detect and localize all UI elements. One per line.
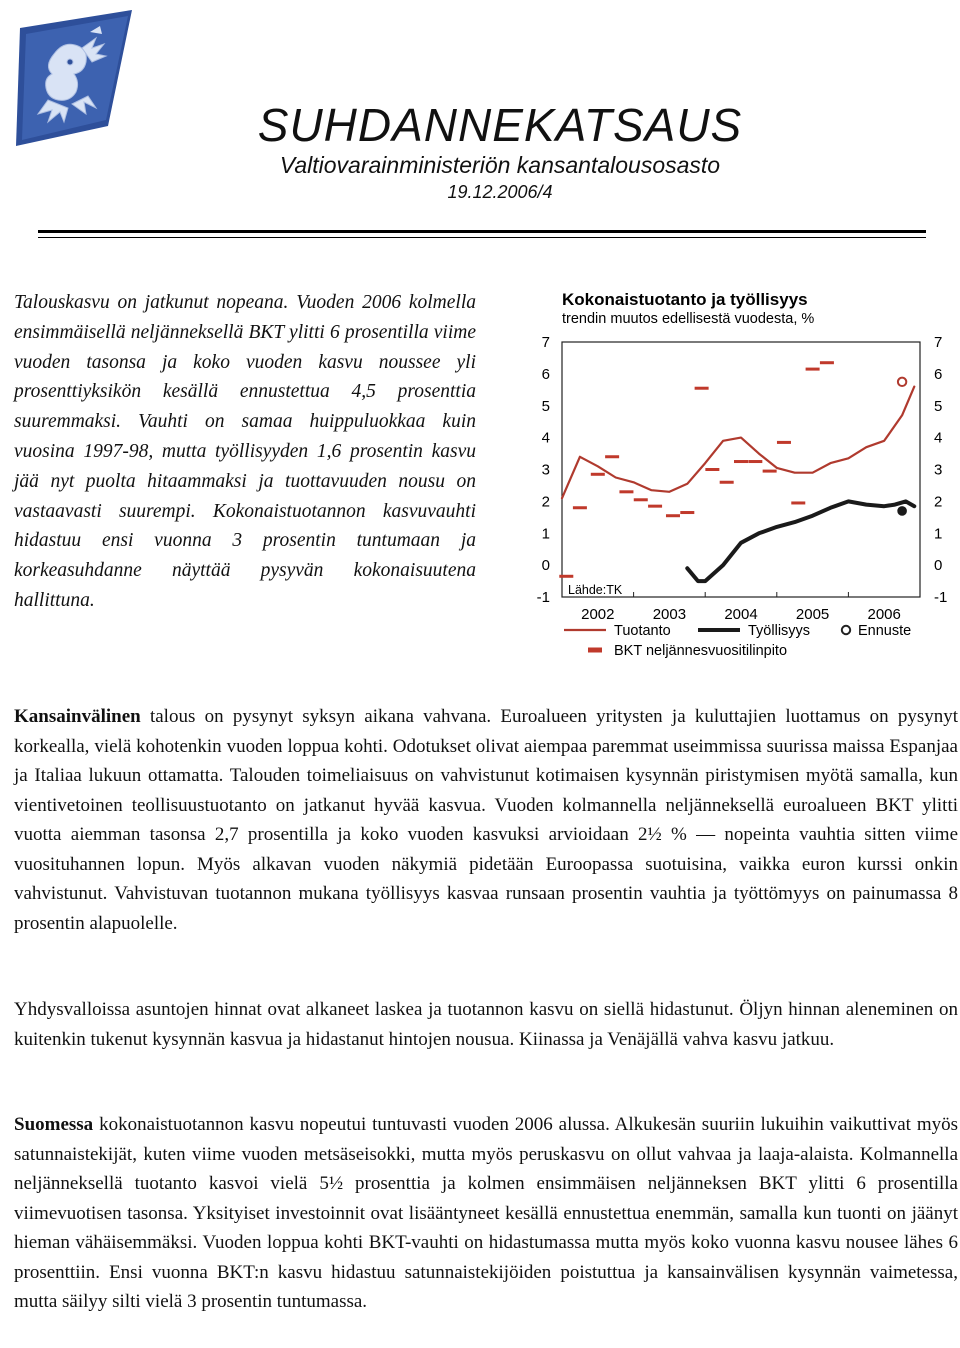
chart-source: Lähde:TK	[568, 583, 623, 597]
finland-lead: Suomessa	[14, 1114, 94, 1135]
intro-paragraph: Talouskasvu on jatkunut nopeana. Vuoden 2006 kolmella ensimmäisellä neljänneksellä BKT ylitti 6 prosentilla viime vuoden tasonsa ja koko vuoden kasvu noussee yli prosenttiyksikön kesällä ennustettua 4,5 prosenttia suuremmaksi. Vauhti on samaa huippuluokkaa kuin vuosina 1997-98, mutta työllisyyden 1,6 prosentin kasvu jää nyt puolta hitaammaksi ja tuottavuuden nousu on vastaavasti suurempi. Kokonaistuotannon kasvuvauhti hidastuu ensi vuonna 3 prosentin tuntumaan ja korkeasuhdanne näyttää pysyvän kokonaisuutena hallittuna.	[14, 292, 476, 611]
bkt-quarter-mark	[605, 455, 619, 458]
chart-subtitle: trendin muutos edellisestä vuodesta, %	[562, 311, 815, 327]
y-tick-label-left: 7	[541, 334, 550, 351]
bkt-quarter-mark	[791, 501, 805, 504]
y-tick-label-right: 3	[934, 461, 943, 479]
y-tick-label-left: 1	[541, 525, 550, 543]
legend-swatch	[588, 648, 602, 653]
bkt-quarter-mark	[695, 387, 709, 390]
bkt-quarter-mark	[777, 441, 791, 444]
series-line-tyollisyys	[687, 501, 914, 581]
y-tick-label-left: 0	[541, 557, 550, 575]
x-tick-label: 2006	[867, 606, 901, 623]
finland-text: kokonaistuotannon kasvu nopeutui tuntuvasti vuoden 2006 alussa. Alkukesän suuriin lukuihin vaikuttivat myös satunnaistekijät, kuten viime vuoden metsäseisokki, mutta myös peruskasvu on ollut vahvaa ja laaja-alaista. Kolmannella neljänneksellä tuotanto kasvoi vielä 5½ prosenttia ja kolmen ensimmäisen neljänneksen BKT ylitti 6 prosentilla viimevuotisen tasonsa. Yksityiset investoinnit ovat lisääntyneet kesällä ennustettua enemmän, samalla kun tuonti on jäänyt hieman vähäisemmäksi. Vuoden loppua kohti BKT-vauhti on hidastumassa mutta myös koko vuonna kasvu nousee lähes 6 prosenttiin. Ensi vuonna BKT:n kasvu hidastuu satunnaistekijöiden poistuttua ja kansainvälisen kysynnän vaimetessa, mutta säilyy silti vielä 3 prosentin tuntumassa.	[14, 1114, 958, 1312]
x-tick-label: 2003	[652, 606, 687, 623]
y-tick-label-right: 4	[934, 429, 943, 447]
y-tick-label-right: 2	[934, 493, 943, 511]
finland-paragraph	[14, 1110, 958, 1317]
y-tick-label-right: 6	[934, 365, 943, 383]
legend-swatch	[842, 626, 850, 634]
bkt-quarter-mark	[619, 490, 633, 493]
y-tick-label-right: 5	[934, 397, 943, 415]
us-text: Yhdysvalloissa asuntojen hinnat ovat alkaneet laskea ja tuotannon kasvu on siellä hidastunut. Öljyn hinnan aleneminen on kuitenkin tukenut kysynnän kasvua ja hidastanut hintojen nousua. Kiinassa ja Venäjällä vahva kasvu jatkuu.	[14, 999, 958, 1050]
y-tick-label-left: 5	[541, 397, 550, 415]
bkt-quarter-mark	[573, 506, 587, 509]
legend-label: Työllisyys	[748, 623, 811, 639]
y-tick-label-left: 2	[541, 493, 550, 511]
y-tick-label-right: 7	[934, 334, 943, 351]
chart-legend	[564, 623, 911, 659]
bkt-quarter-mark	[666, 514, 680, 517]
report-title: SUHDANNEKATSAUS	[257, 99, 743, 151]
report-date: 19.12.2006/4	[447, 182, 553, 202]
header-rule-thick	[38, 230, 926, 233]
legend-label: Tuotanto	[614, 623, 671, 639]
department-subtitle: Valtiovarainministeriön kansantalousosasto	[279, 152, 721, 178]
chart-title: Kokonaistuotanto ja työllisyys	[562, 290, 808, 309]
bkt-quarter-mark	[648, 505, 662, 508]
y-tick-label-left: 4	[541, 429, 550, 447]
bkt-quarter-mark	[591, 473, 605, 476]
legend-label: Ennuste	[858, 623, 912, 639]
x-tick-label: 2004	[724, 606, 758, 623]
international-text: talous on pysynyt syksyn aikana vahvana. Euroalueen yritysten ja kuluttajien luottamus on pysynyt korkealla, vielä kohotenkin vuoden loppua kohti. Odotukset olivat aiempaa paremmat useimmissa suurissa maissa Espanjaa ja Italiaa lukuun ottamatta. Talouden toimeliaisuus on vahvistunut kotimaisen kysynnän piristymisen myötä samalla, kun vientivetoinen teollisuustuotanto on jatkanut hyvää kasvua. Vuoden kolmannella neljänneksellä euroalueen BKT ylitti vuotta aiemman tasonsa 2,7 prosentilla ja koko vuoden kasvuksi arvioidaan 2½ % — nopeinta vauhtia sitten viime vuosituhannen lopun. Myös alkavan vuoden näkymiä pidetään Euroopassa suotuisina, vaikka euron kurssi onkin vahvistunut. Vahvistuvan tuotannon mukana työllisyys kasvaa runsaan prosentin vauhtia ja työttömyys on painumassa 8 prosentin alapuolelle.	[14, 706, 958, 934]
y-tick-label-left: 3	[541, 461, 550, 479]
international-lead: Kansainvälinen	[14, 706, 141, 727]
plot-frame	[562, 342, 920, 597]
y-tick-label-left: -1	[536, 589, 550, 606]
bkt-quarter-mark	[763, 470, 777, 473]
bkt-quarter-mark	[705, 468, 719, 471]
series-line-tuotanto	[562, 387, 914, 499]
bkt-quarter-mark	[806, 368, 820, 371]
x-tick-label: 2005	[795, 606, 830, 623]
output-employment-chart	[528, 284, 960, 664]
y-tick-label-right: 0	[934, 557, 943, 575]
bkt-quarter-mark	[720, 481, 734, 484]
x-tick-label: 2002	[581, 606, 615, 623]
bkt-quarter-mark	[748, 460, 762, 463]
bkt-quarter-mark	[734, 460, 748, 463]
forecast-marker-tuotanto	[898, 378, 906, 386]
y-tick-label-right: 1	[934, 525, 943, 543]
series-layer	[559, 361, 914, 581]
y-axis-right	[934, 334, 947, 606]
plot-border	[562, 342, 920, 597]
y-tick-label-right: -1	[934, 589, 948, 606]
bkt-quarter-mark	[634, 498, 648, 501]
forecast-marker-tyollisyys	[897, 506, 907, 516]
bkt-quarter-mark	[559, 575, 573, 578]
legend-label: BKT neljännesvuositilinpito	[614, 643, 788, 659]
bkt-quarter-mark	[680, 511, 694, 514]
y-tick-label-left: 6	[541, 365, 550, 383]
international-paragraph	[14, 702, 958, 938]
us-paragraph	[14, 995, 958, 1054]
bkt-quarter-mark	[820, 361, 834, 364]
header-rule-thin	[38, 237, 926, 238]
y-axis-left	[537, 334, 550, 606]
